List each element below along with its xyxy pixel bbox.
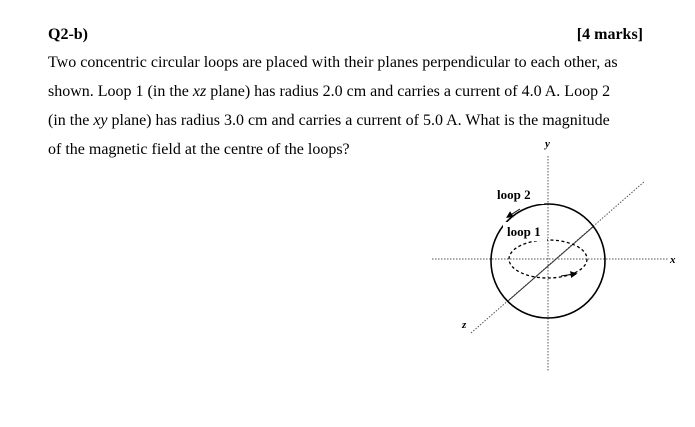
text-segment: plane) has radius 3.0 cm and carries a current of 5.0 A. What is the magnitude [107, 112, 610, 129]
text-segment: plane) has radius 2.0 cm and carries a current of 4.0 A. Loop 2 [206, 83, 611, 100]
y-axis-label: y [545, 138, 550, 150]
text-segment: Two concentric circular loops are placed with their planes perpendicular to each other, as [48, 54, 618, 71]
question-marks: [4 marks] [576, 26, 643, 43]
loop-2-label: loop 2 [497, 187, 531, 202]
plane-variable-xz: xz [192, 83, 207, 100]
z-axis-label: z [462, 319, 467, 331]
plane-variable-xy: xy [93, 112, 108, 129]
text-segment: (in the [48, 112, 94, 129]
question-number: Q2-b) [48, 26, 88, 43]
text-segment: of the magnetic field at the centre of the loops? [48, 141, 350, 158]
text-segment: shown. Loop 1 (in the [48, 83, 193, 100]
loop-1-current-arrow [561, 274, 574, 276]
x-axis-label: x [670, 254, 676, 266]
loop-1-label: loop 1 [507, 224, 541, 239]
